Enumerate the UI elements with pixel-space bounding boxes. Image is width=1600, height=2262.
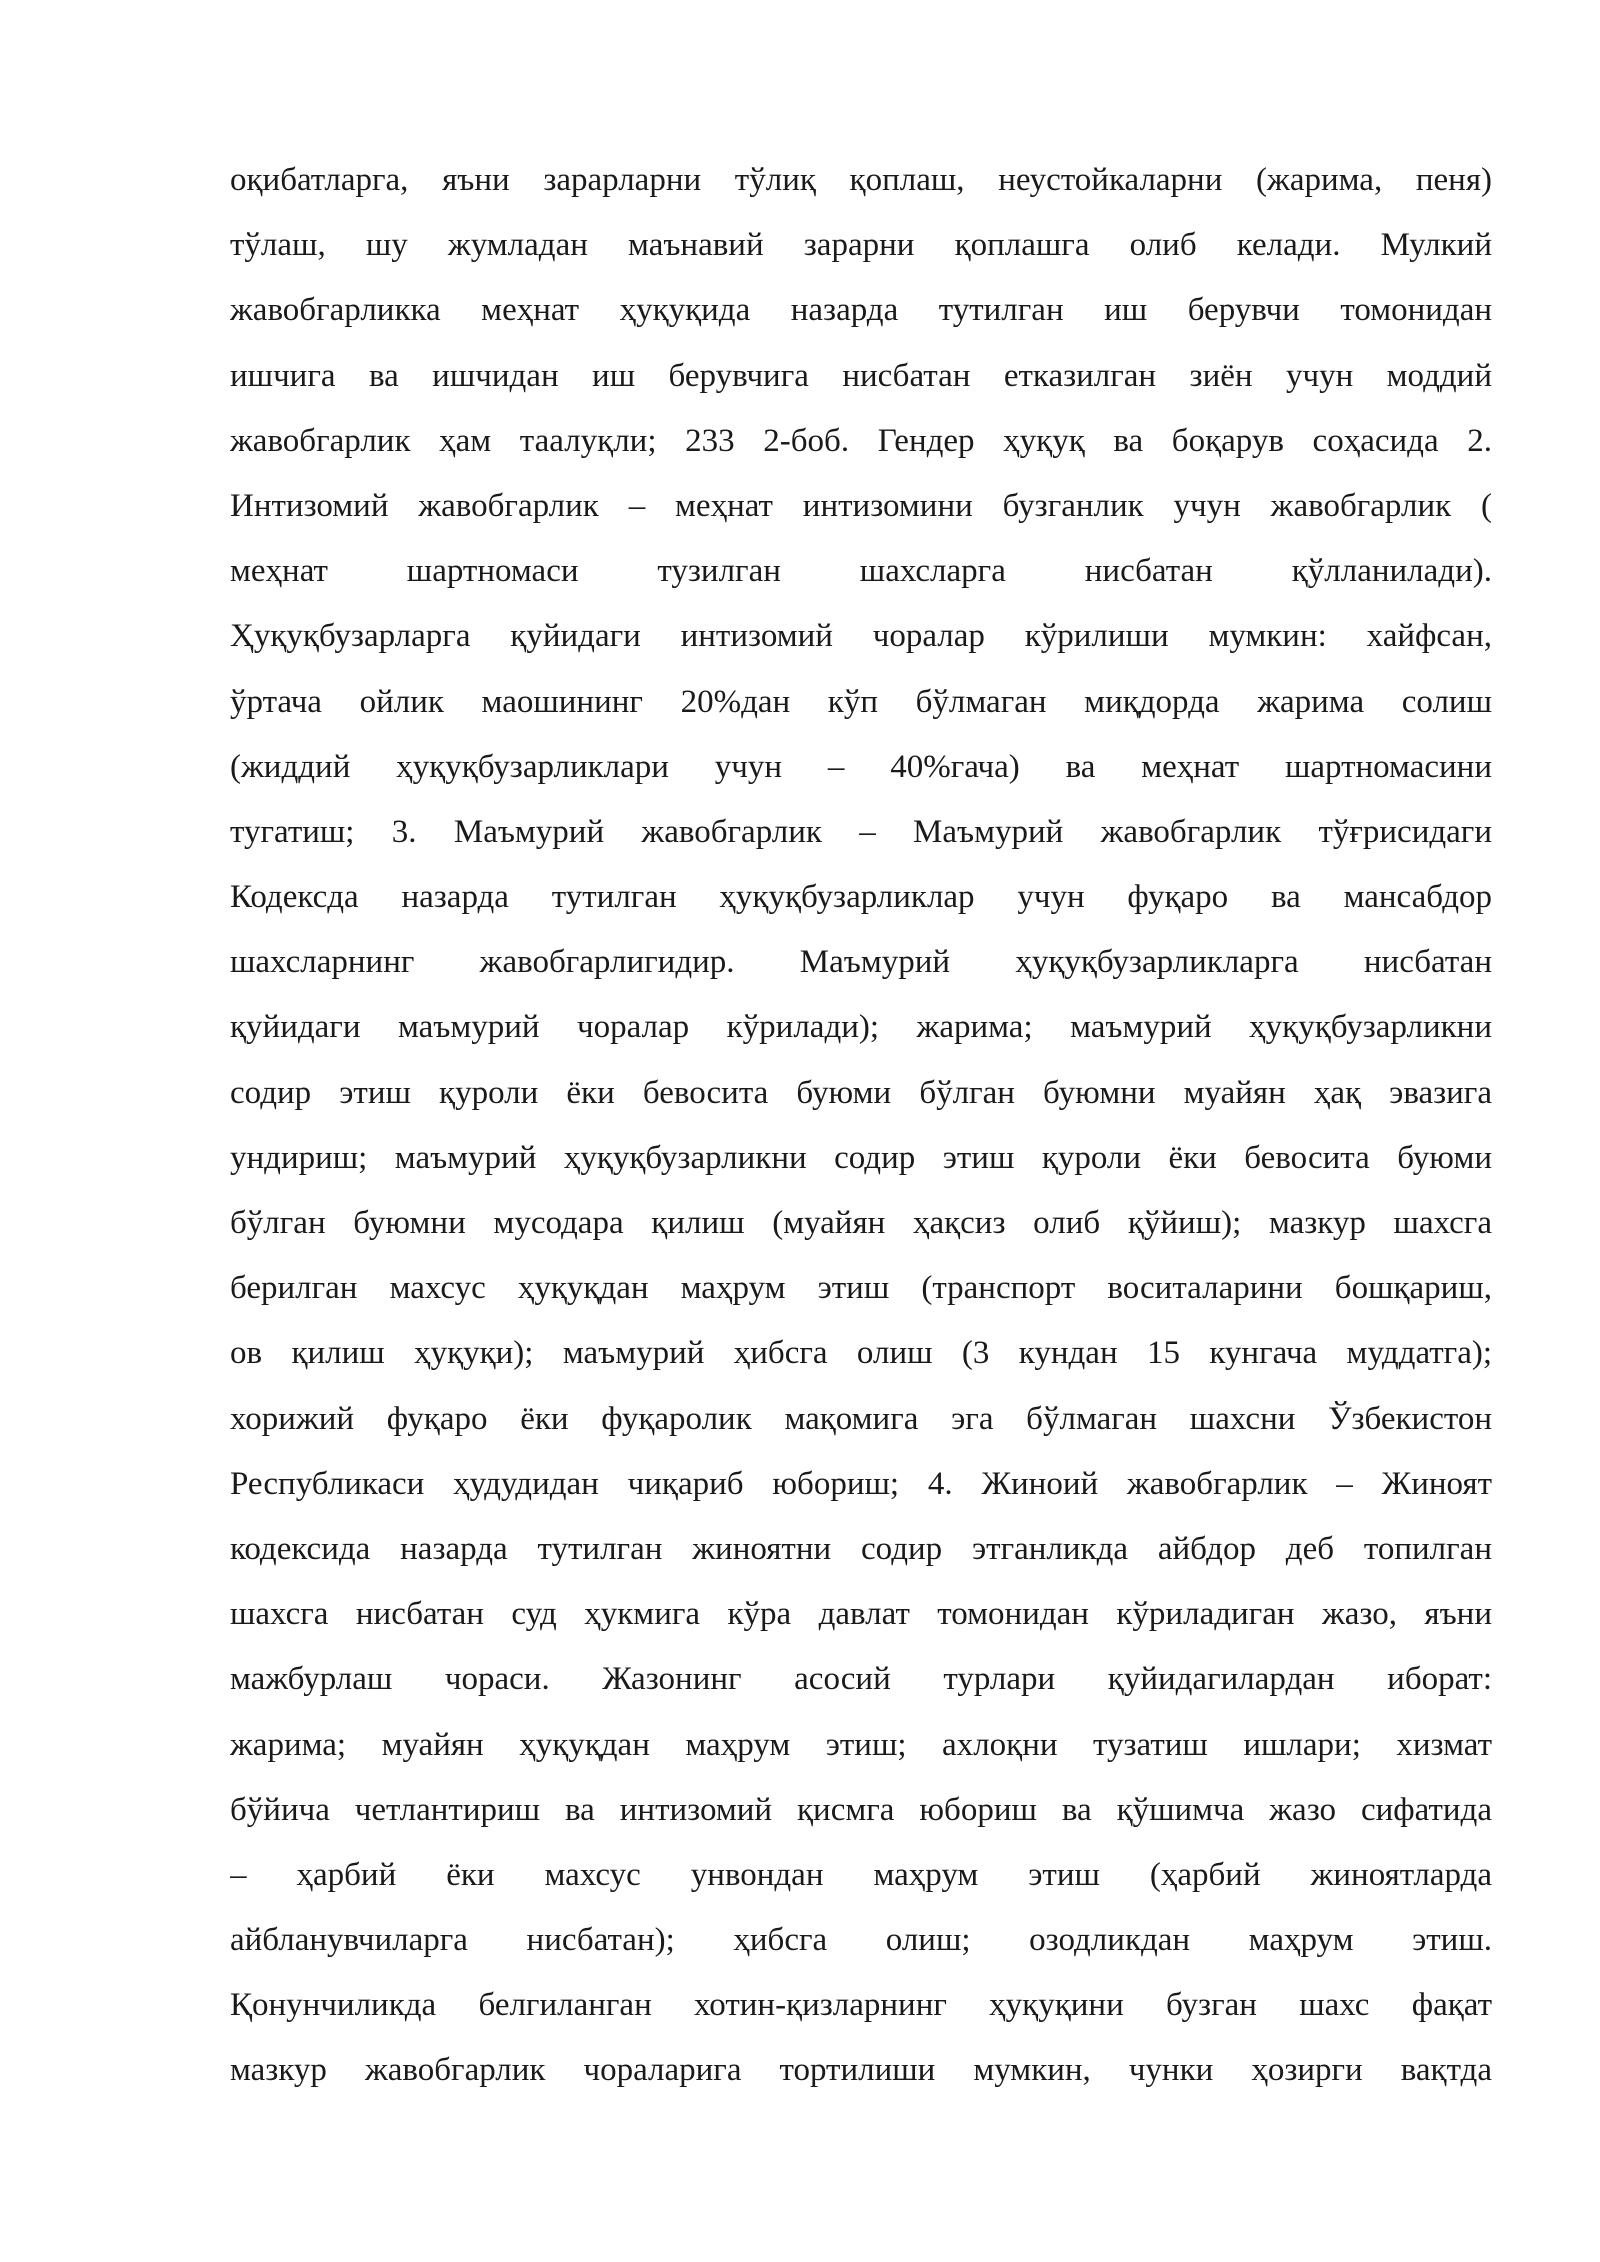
text-line: мажбурлаш чораси. Жазонинг асосий турлари қуйидагилардан иборат:: [230, 1661, 1492, 1698]
text-line: – ҳарбий ёки махсус унвондан маҳрум этиш (ҳарбий жиноятларда: [230, 1856, 1492, 1893]
text-line: оқибатларга, яъни зарарларни тўлиқ қоплаш, неустойкаларни (жарима, пеня): [230, 162, 1492, 198]
text-line: ов қилиш ҳуқуқи); маъмурий ҳибсга олиш (3 кундан 15 кунгача муддатга);: [230, 1335, 1492, 1372]
text-line: шахсга нисбатан суд ҳукмига кўра давлат томонидан кўриладиган жазо, яъни: [230, 1596, 1492, 1633]
text-line: айбланувчиларга нисбатан); ҳибсга олиш; озодликдан маҳрум этиш.: [230, 1922, 1492, 1959]
text-line: хорижий фуқаро ёки фуқаролик мақомига эга бўлмаган шахсни Ўзбекистон: [230, 1400, 1492, 1437]
text-line: Республикаси ҳудудидан чиқариб юбориш; 4. Жиноий жавобгарлик – Жиноят: [230, 1465, 1492, 1502]
body-text: [230, 148, 1492, 2104]
text-line: содир этиш қуроли ёки бевосита буюми бўлган буюмни муайян ҳақ эвазига: [230, 1074, 1492, 1111]
text-line: бўлган буюмни мусодара қилиш (муайян ҳақсиз олиб қўйиш); мазкур шахсга: [230, 1205, 1492, 1241]
text-line: Ҳуқуқбузарларга қуйидаги интизомий чоралар кўрилиши мумкин: хайфсан,: [230, 618, 1492, 655]
text-line: ишчига ва ишчидан иш берувчига нисбатан етказилган зиён учун моддий: [230, 357, 1492, 394]
text-line: жарима; муайян ҳуқуқдан маҳрум этиш; ахлоқни тузатиш ишлари; хизмат: [230, 1726, 1492, 1763]
text-line: тугатиш; 3. Маъмурий жавобгарлик – Маъмурий жавобгарлик тўғрисидаги: [230, 813, 1492, 850]
text-line: бўйича четлантириш ва интизомий қисмга юбориш ва қўшимча жазо сифатида: [230, 1791, 1492, 1828]
text-line: жавобгарлик ҳам таалуқли; 233 2-боб. Гендер ҳуқуқ ва боқарув соҳасида 2.: [230, 422, 1492, 459]
text-line: қуйидаги маъмурий чоралар кўрилади); жарима; маъмурий ҳуқуқбузарликни: [230, 1009, 1492, 1046]
text-line: тўлаш, шу жумладан маънавий зарарни қоплашга олиб келади. Мулкий: [230, 227, 1492, 264]
text-line: берилган махсус ҳуқуқдан маҳрум этиш (транспорт воситаларини бошқариш,: [230, 1270, 1492, 1307]
text-line: шахсларнинг жавобгарлигидир. Маъмурий ҳуқуқбузарликларга нисбатан: [230, 944, 1492, 981]
text-line: Интизомий жавобгарлик – меҳнат интизомини бузганлик учун жавобгарлик (: [230, 487, 1492, 524]
text-line: Қонунчиликда белгиланган хотин-қизларнинг ҳуқуқини бузган шахс фақат: [230, 1987, 1492, 2024]
text-line: ўртача ойлик маошининг 20%дан кўп бўлмаган миқдорда жарима солиш: [230, 683, 1492, 720]
text-line: мазкур жавобгарлик чораларига тортилиши мумкин, чунки ҳозирги вақтда: [230, 2052, 1492, 2089]
text-line: Кодексда назарда тутилган ҳуқуқбузарликлар учун фуқаро ва мансабдор: [230, 879, 1492, 916]
text-line: меҳнат шартномаси тузилган шахсларга нисбатан қўлланилади).: [230, 553, 1492, 590]
text-line: жавобгарликка меҳнат ҳуқуқида назарда тутилган иш берувчи томонидан: [230, 292, 1492, 329]
text-line: ундириш; маъмурий ҳуқуқбузарликни содир этиш қуроли ёки бевосита буюми: [230, 1139, 1492, 1176]
text-line: кодексида назарда тутилган жиноятни содир этганликда айбдор деб топилган: [230, 1530, 1492, 1567]
text-line: (жиддий ҳуқуқбузарликлари учун – 40%гача) ва меҳнат шартномасини: [230, 748, 1492, 785]
